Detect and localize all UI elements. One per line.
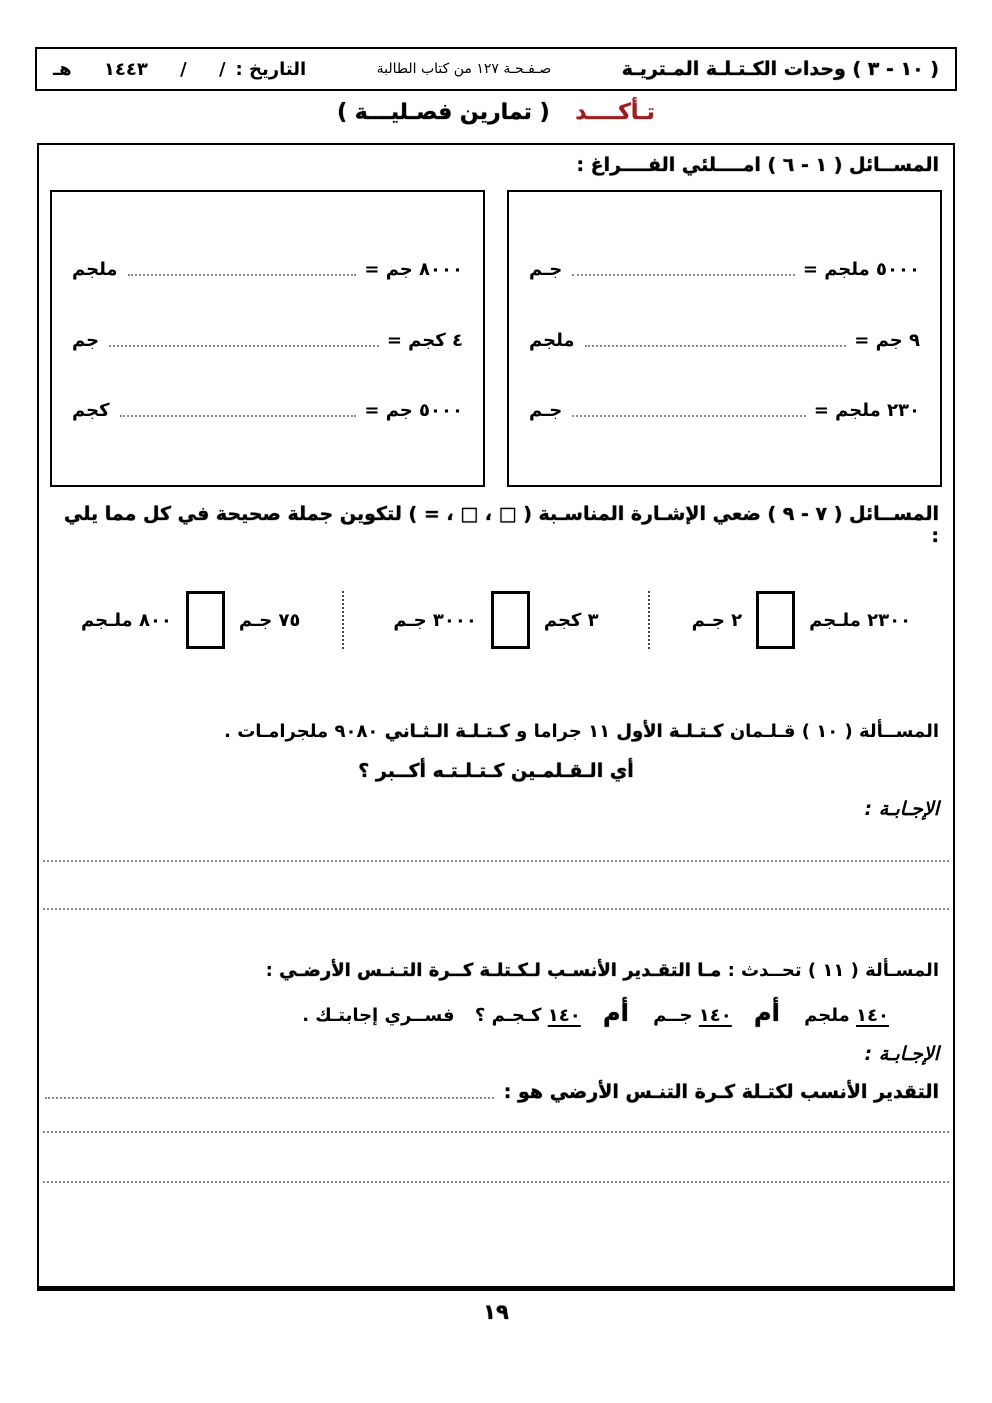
answer-label-11: الإجـابـة : bbox=[864, 1043, 939, 1065]
page-number: ١٩ bbox=[483, 1300, 509, 1324]
lesson-title: ( ١٠ - ٣ ) وحدات الكـتـلـة المـتريـة bbox=[621, 58, 939, 80]
comparison-problem-8 bbox=[342, 591, 647, 649]
first-operand: ٢٣٠٠ ملـجم bbox=[809, 609, 912, 631]
problem-given: ٨٠٠٠ جم = bbox=[364, 259, 463, 281]
comparison-answer-box[interactable] bbox=[756, 591, 795, 649]
section-heading-1-6: المســائل ( ١ - ٦ ) امــــلئي الفــــراغ : bbox=[576, 154, 939, 176]
option-unit: جــم bbox=[653, 1005, 693, 1026]
problem-10-tail: ٩٠٨٠ ملجرامـات . bbox=[224, 721, 379, 742]
problem-given: ٥٠٠٠ جم = bbox=[364, 399, 463, 421]
problem-11-colon: : bbox=[265, 960, 273, 981]
second-operand: ٣٠٠٠ جـم bbox=[393, 609, 477, 631]
worksheet-body bbox=[37, 143, 955, 1291]
problem-11-options bbox=[53, 999, 889, 1027]
answer-blank[interactable] bbox=[585, 327, 847, 347]
problem-11-statement bbox=[53, 960, 939, 981]
answer-blank[interactable] bbox=[120, 397, 357, 417]
option-value: ١٤٠ bbox=[698, 1005, 732, 1026]
answer-blank[interactable] bbox=[45, 1079, 494, 1099]
second-operand: ٨٠٠ ملـجم bbox=[80, 609, 172, 631]
comparison-answer-box[interactable] bbox=[186, 591, 225, 649]
date-value-blank[interactable]: / / ١٤٤٣ هـ bbox=[53, 58, 226, 80]
problem-11-answer-line bbox=[45, 1079, 939, 1103]
problem-10-bold-first: كـتـلـة الأول bbox=[616, 721, 724, 742]
option-unit: ملجم bbox=[804, 1005, 850, 1026]
answer-line[interactable] bbox=[43, 860, 949, 862]
explain-instruction: فســري إجابتـك . bbox=[302, 1005, 455, 1026]
fill-in-problem-4 bbox=[72, 256, 463, 280]
problems-1-3-box bbox=[507, 190, 942, 487]
unit-label: جم bbox=[72, 329, 100, 351]
date-label: التاريخ : bbox=[235, 58, 307, 80]
problems-4-6-box bbox=[50, 190, 485, 487]
unit-label: جـم bbox=[529, 399, 563, 421]
answer-prefix: التقدير الأنسب لكتـلة كـرة التنـس الأرضي هو : bbox=[503, 1081, 939, 1103]
option-unit: كـجـم ؟ bbox=[474, 1005, 542, 1026]
problem-10-mid: ١١ جراما و bbox=[516, 721, 611, 742]
date-field bbox=[53, 59, 306, 80]
unit-label: ملجم bbox=[72, 259, 118, 281]
section-heading-7-9: المســائل ( ٧ - ٩ ) ضعي الإشـارة المناسـبة ( □ ، □ ، = ) لتكوين جملة صحيحة في كل مما يلي : bbox=[64, 503, 939, 547]
second-operand: ٢ جـم bbox=[691, 609, 743, 631]
answer-blank[interactable] bbox=[109, 327, 379, 347]
or-word: أم bbox=[754, 999, 780, 1027]
unit-label: جـم bbox=[529, 259, 563, 281]
unit-label: ملجم bbox=[529, 329, 575, 351]
fill-in-problem-1 bbox=[529, 256, 920, 280]
problem-10-intro: المســألة ( ١٠ ) قـلـمان bbox=[729, 721, 939, 742]
problem-11-bold: مـا التقـدير الأنسـب لـكـتلـة كــرة التـنـس الأرضـي bbox=[279, 960, 722, 981]
problem-given: ٤ كجم = bbox=[386, 329, 463, 351]
comparison-answer-box[interactable] bbox=[491, 591, 530, 649]
problem-given: ٢٣٠ ملجم = bbox=[813, 399, 920, 421]
answer-line[interactable] bbox=[43, 1181, 949, 1183]
answer-label-10: الإجـابـة : bbox=[864, 798, 939, 820]
fill-in-boxes-row bbox=[50, 190, 942, 487]
title-rest: ( تمارين فصـليـــة ) bbox=[337, 100, 550, 125]
problem-10-question: أي الـقـلمـين كـتـلـتـه أكــبر ؟ bbox=[358, 760, 634, 782]
problem-given: ٩ جم = bbox=[854, 329, 920, 351]
problem-given: ٥٠٠٠ ملجم = bbox=[802, 259, 920, 281]
fill-in-problem-3 bbox=[529, 397, 920, 421]
unit-label: كجم bbox=[72, 399, 110, 421]
answer-line[interactable] bbox=[43, 1131, 949, 1133]
comparison-problem-9 bbox=[39, 591, 342, 649]
title-emphasis: تـأكــــد bbox=[575, 100, 655, 125]
comparison-problem-7 bbox=[648, 591, 953, 649]
answer-blank[interactable] bbox=[572, 397, 806, 417]
page-reference: صـفـحـة ١٢٧ من كتاب الطالبة bbox=[376, 61, 552, 77]
first-operand: ٣ كجم bbox=[543, 609, 599, 631]
comparison-row bbox=[39, 581, 953, 659]
first-operand: ٧٥ جـم bbox=[238, 609, 301, 631]
header-bar bbox=[35, 47, 957, 91]
fill-in-problem-6 bbox=[72, 397, 463, 421]
problem-10-statement bbox=[53, 721, 939, 742]
option-value: ١٤٠ bbox=[856, 1005, 889, 1026]
fill-in-problem-5 bbox=[72, 327, 463, 351]
problem-11-intro: المسـألة ( ١١ ) تحــدث : bbox=[727, 960, 939, 981]
option-value: ١٤٠ bbox=[547, 1005, 581, 1026]
answer-blank[interactable] bbox=[572, 256, 795, 276]
or-word: أم bbox=[603, 999, 629, 1027]
answer-blank[interactable] bbox=[128, 256, 357, 276]
problem-10-bold-second: كـتـلـة الـثـاني bbox=[384, 721, 510, 742]
worksheet-title bbox=[0, 100, 992, 125]
answer-line[interactable] bbox=[43, 908, 949, 910]
fill-in-problem-2 bbox=[529, 327, 920, 351]
